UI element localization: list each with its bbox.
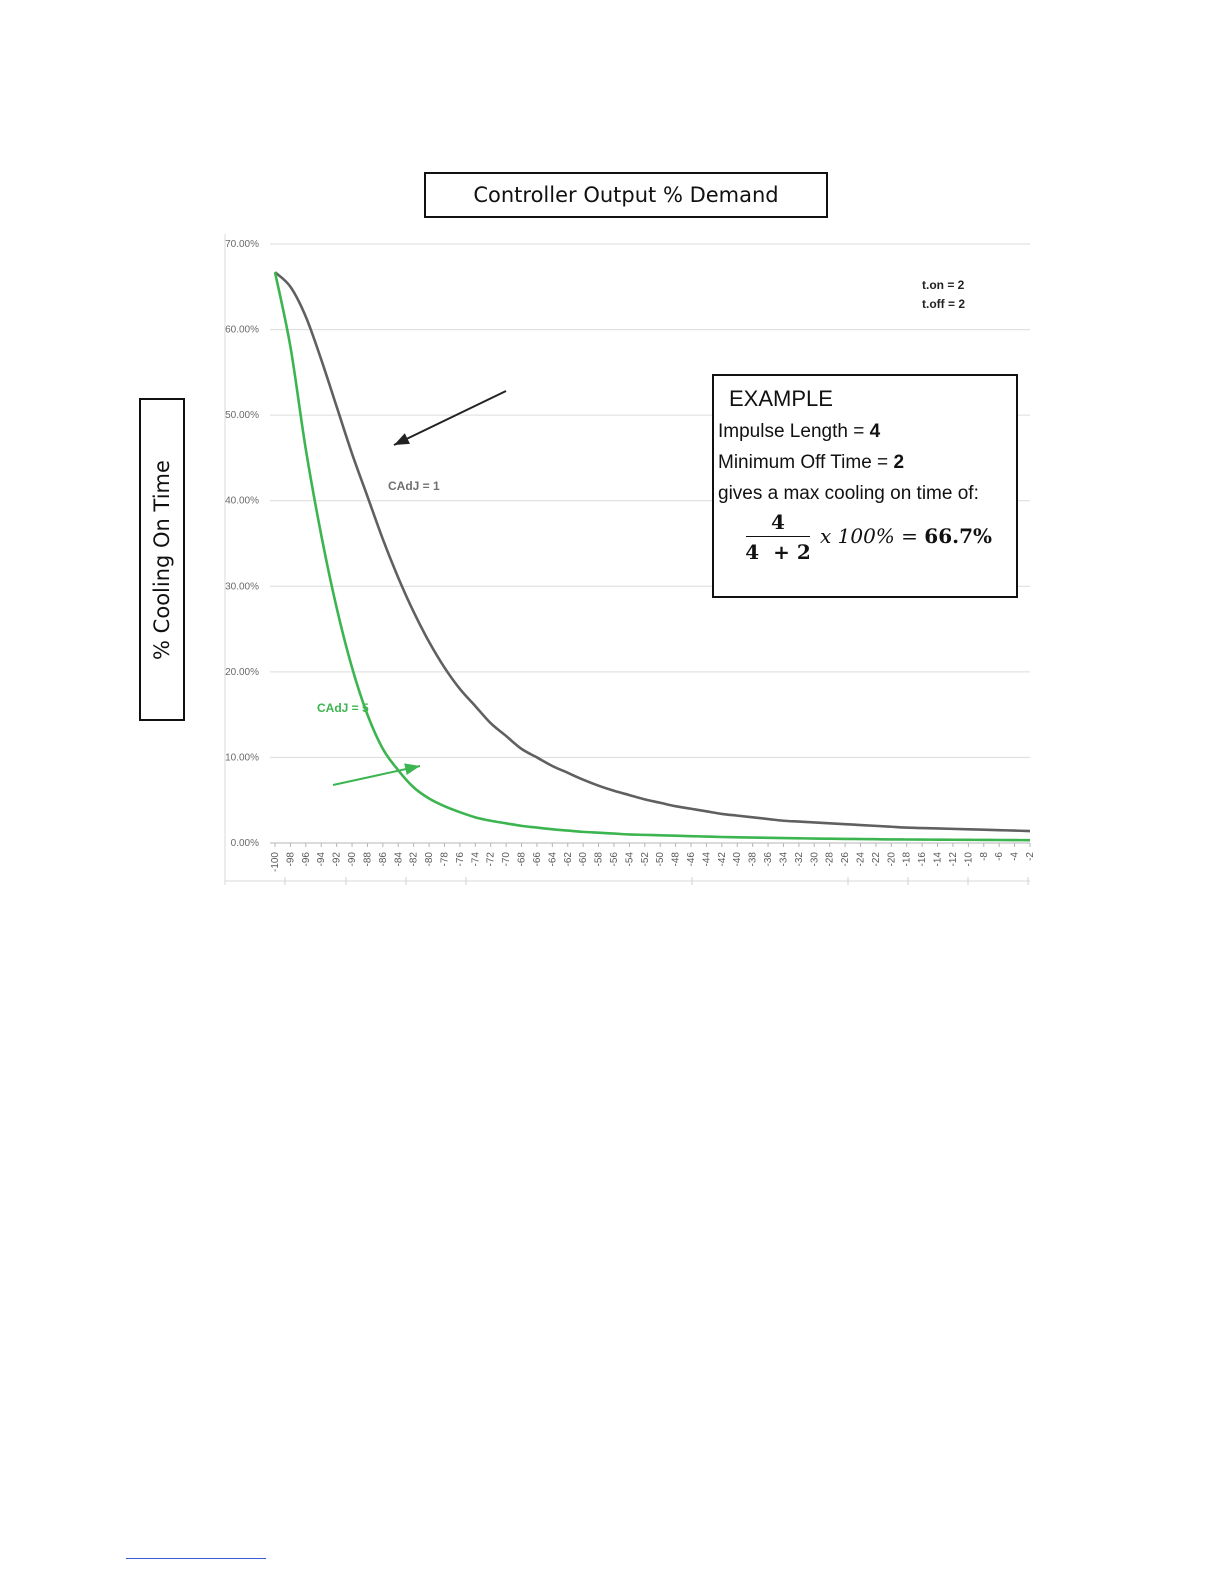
- x-tick-label: -40: [732, 852, 744, 867]
- arrow-cadj-1-head: [394, 433, 410, 445]
- y-tick-label: 20.00%: [225, 666, 259, 678]
- x-tick-label: -4: [1009, 851, 1021, 861]
- x-tick-label: -60: [578, 852, 590, 867]
- example-line-gives: gives a max cooling on time of:: [718, 483, 979, 504]
- x-tick-label: -50: [655, 852, 667, 867]
- x-tick-label: -78: [439, 852, 451, 867]
- y-tick-label: 10.00%: [225, 752, 259, 764]
- x-tick-label: -14: [932, 852, 944, 867]
- x-tick-label: -90: [347, 852, 359, 867]
- formula-rest: [820, 524, 992, 548]
- x-tick-label: -94: [316, 852, 328, 867]
- x-tick-label: -30: [809, 852, 821, 867]
- x-tick-label: -72: [485, 852, 497, 867]
- y-axis-label: % Cooling On Time: [150, 459, 174, 660]
- y-tick-label: 40.00%: [225, 495, 259, 507]
- x-tick-label: -8: [978, 852, 990, 861]
- formula-numerator: 4: [771, 510, 785, 534]
- x-tick-label: -24: [855, 852, 867, 867]
- x-tick-label: -16: [917, 852, 929, 867]
- x-tick-label: -2: [1025, 852, 1036, 861]
- example-formula: [744, 508, 1014, 568]
- arrow-cadj-5-head: [404, 763, 420, 775]
- example-line-min-off: [718, 452, 904, 474]
- x-tick-label: -52: [639, 852, 651, 867]
- x-tick-label: -80: [424, 852, 436, 867]
- impulse-value: 4: [869, 421, 881, 442]
- x-tick-label: -32: [793, 852, 805, 867]
- x-tick-label: -20: [886, 852, 898, 867]
- x-tick-label: -88: [362, 852, 374, 867]
- x-tick-label: -66: [531, 852, 543, 867]
- min-off-label: Minimum Off Time =: [718, 452, 894, 473]
- x-tick-label: -36: [763, 852, 775, 867]
- x-tick-label: -70: [501, 852, 513, 867]
- x-tick-label: -44: [701, 852, 713, 867]
- x-tick-label: -28: [824, 852, 836, 867]
- example-title: EXAMPLE: [729, 386, 833, 411]
- x-tick-label: -58: [593, 852, 605, 867]
- formula-fraction: [744, 508, 812, 565]
- x-tick-label: -86: [377, 852, 389, 867]
- y-tick-label: 50.00%: [225, 410, 259, 422]
- arrow-cadj-1-shaft: [394, 391, 506, 445]
- x-tick-label: -22: [870, 852, 882, 867]
- series-label-cadj-5: CAdJ = 5: [317, 701, 369, 715]
- formula-denominator: 4 + 2: [745, 540, 811, 564]
- formula-multiplier: x 100% =: [820, 524, 925, 548]
- example-box: [712, 374, 1018, 598]
- footer-rule: [126, 1558, 266, 1559]
- x-tick-label: -46: [686, 852, 698, 867]
- y-tick-label: 0.00%: [230, 838, 259, 849]
- x-tick-label: -84: [393, 852, 405, 867]
- x-tick-label: -34: [778, 852, 790, 867]
- x-tick-label: -6: [994, 852, 1006, 861]
- x-tick-label: -68: [516, 852, 528, 867]
- x-tick-label: -100: [270, 852, 281, 873]
- x-tick-label: -82: [408, 852, 420, 867]
- min-off-value: 2: [893, 452, 905, 473]
- x-tick-label: -96: [300, 852, 312, 867]
- x-tick-label: -56: [608, 852, 620, 867]
- example-line-impulse: [718, 421, 880, 443]
- series-label-cadj-1: CAdJ = 1: [388, 479, 440, 493]
- x-tick-label: -26: [840, 852, 852, 867]
- x-tick-label: -42: [716, 852, 728, 867]
- chart-title: Controller Output % Demand: [424, 172, 828, 218]
- x-tick-label: -92: [331, 852, 343, 867]
- x-tick-label: -74: [470, 852, 482, 867]
- x-tick-label: -54: [624, 852, 636, 867]
- x-tick-label: -64: [547, 852, 559, 867]
- x-tick-label: -18: [901, 852, 913, 867]
- x-tick-label: -48: [670, 852, 682, 867]
- y-tick-label: 30.00%: [225, 581, 259, 593]
- x-tick-label: -12: [947, 852, 959, 867]
- x-tick-label: -38: [747, 852, 759, 867]
- annotation-t-on: t.on = 2: [922, 278, 965, 292]
- x-tick-label: -76: [454, 852, 466, 867]
- x-tick-label: -10: [963, 852, 975, 867]
- x-tick-label: -98: [285, 852, 297, 867]
- x-tick-label: -62: [562, 852, 574, 867]
- annotation-t-off: t.off = 2: [922, 297, 966, 311]
- y-tick-label: 60.00%: [225, 324, 259, 336]
- y-tick-label: 70.00%: [225, 239, 259, 250]
- formula-result: 66.7%: [924, 524, 993, 548]
- impulse-label: Impulse Length =: [718, 421, 870, 442]
